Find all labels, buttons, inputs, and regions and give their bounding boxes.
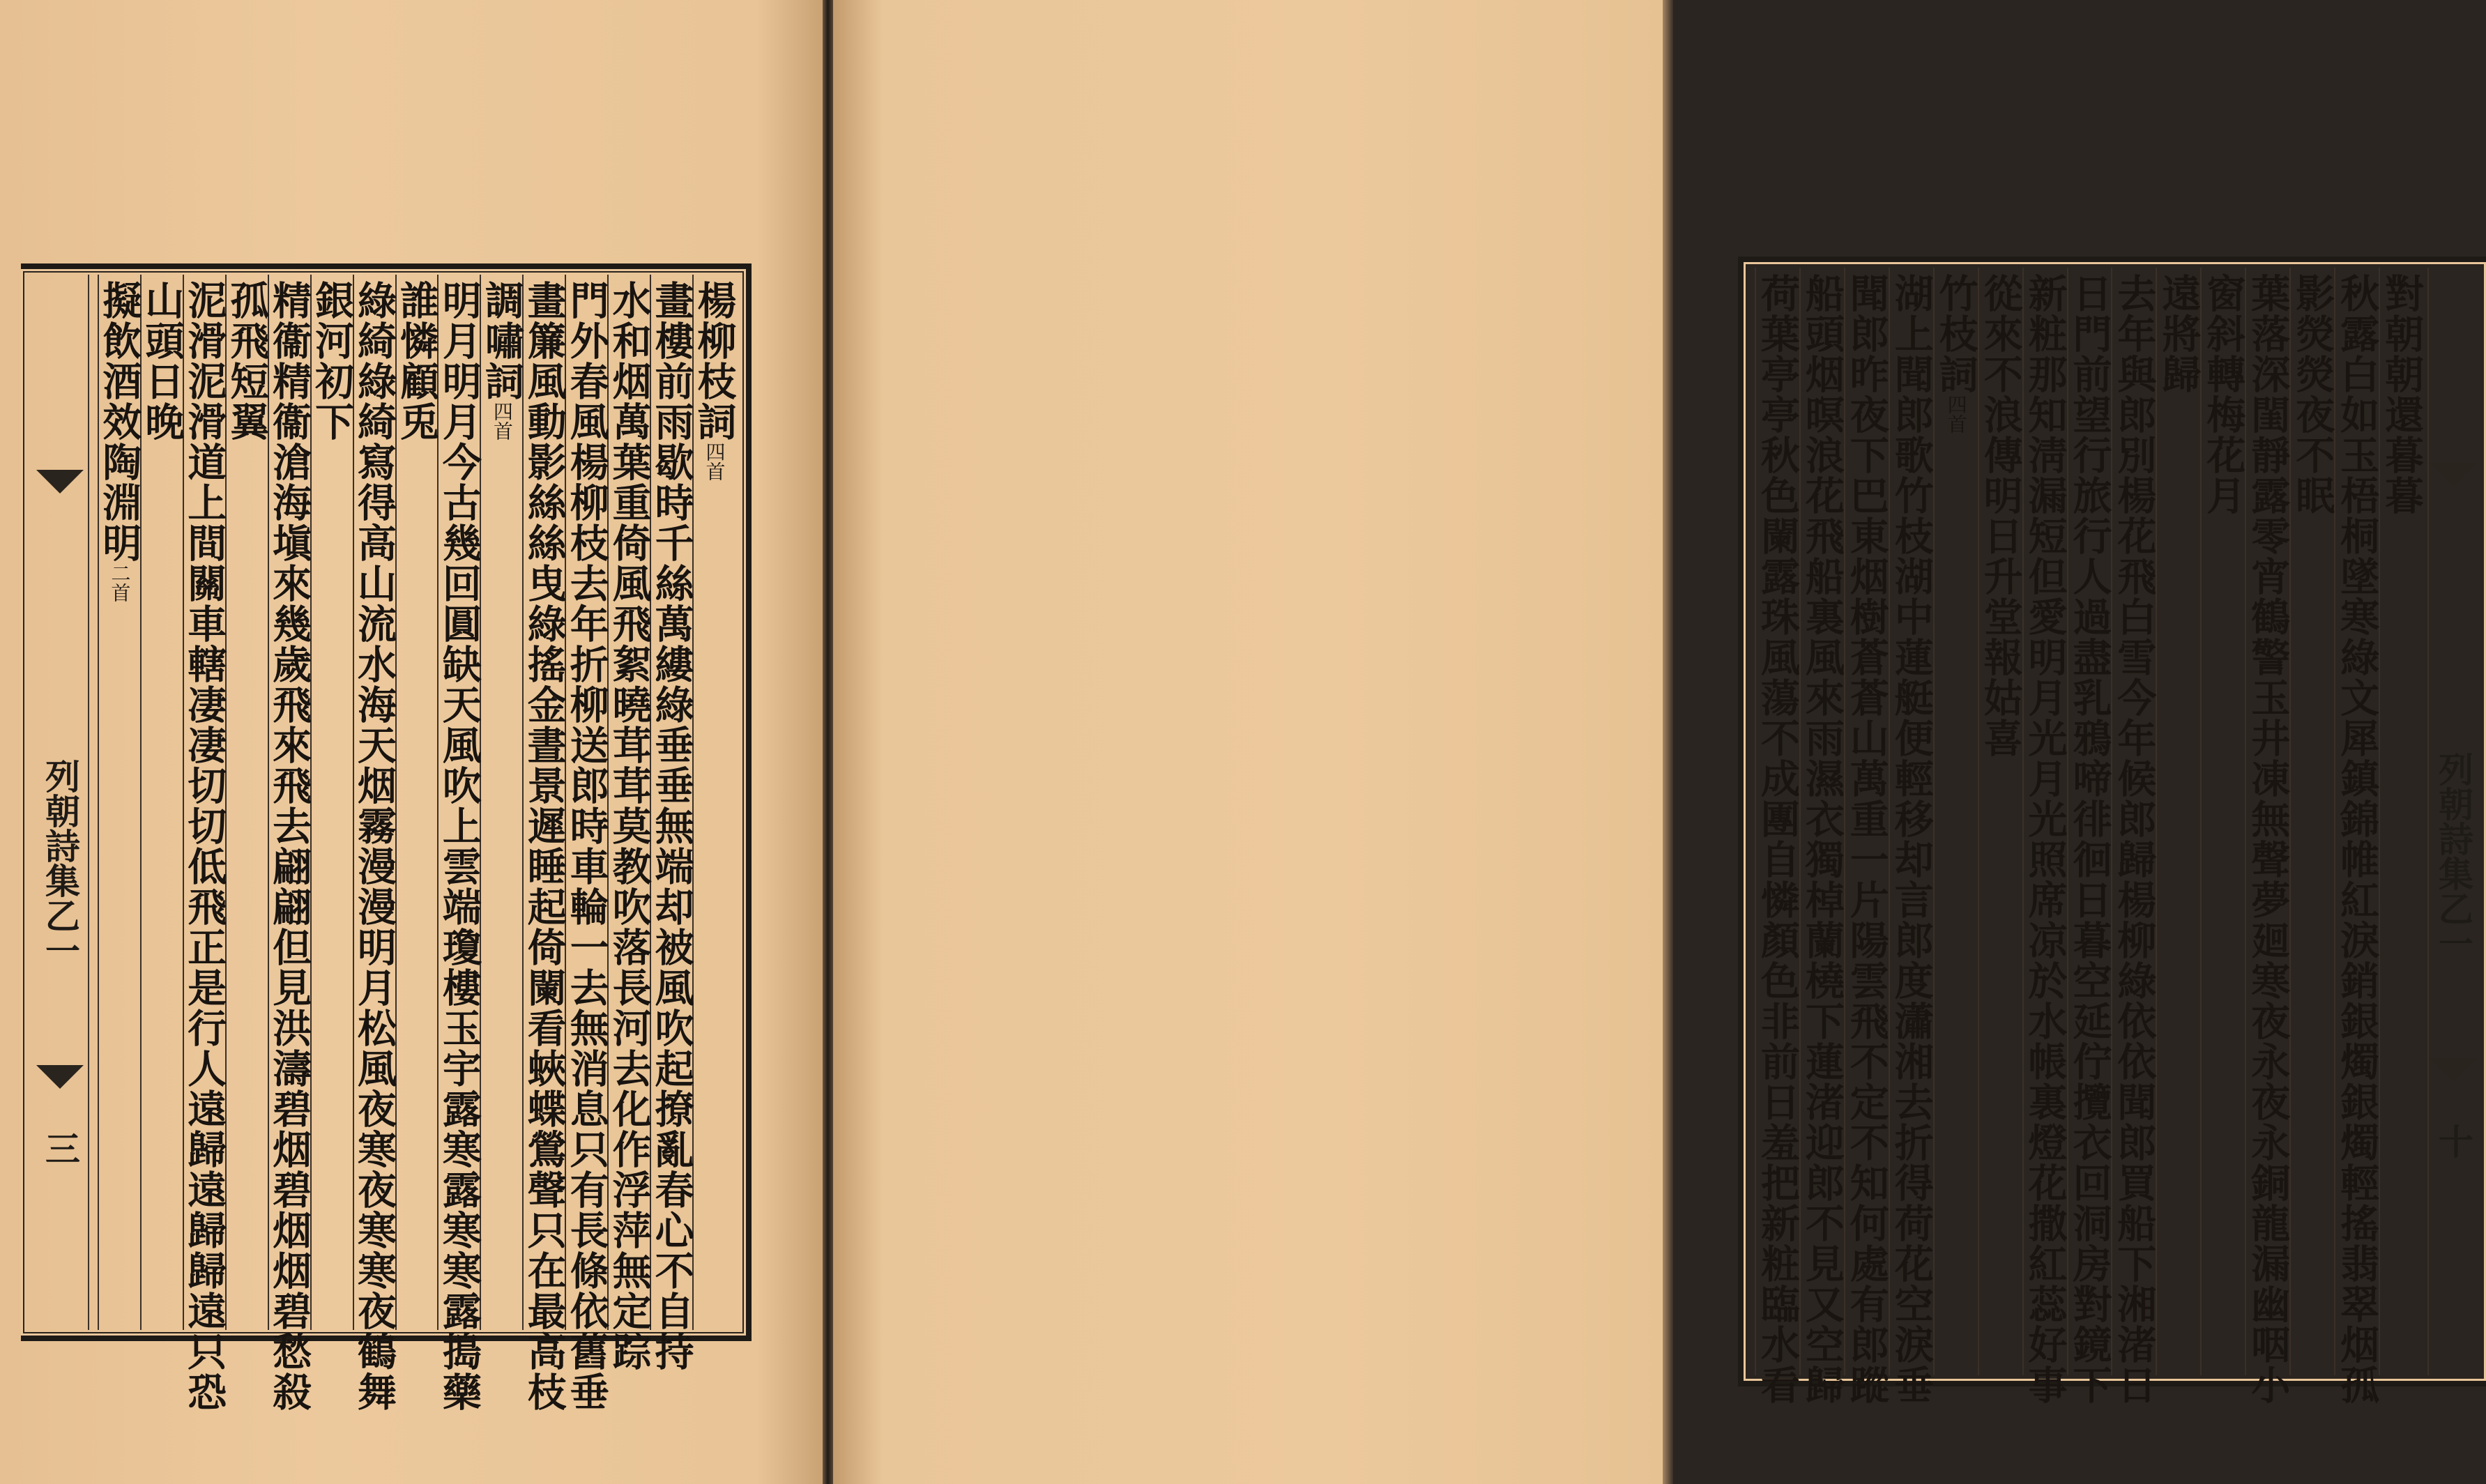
poem-line: 山頭日晚 (139, 280, 185, 442)
count-note: 四首 (703, 442, 726, 481)
collection-title: 列朝詩集乙一 (40, 758, 81, 967)
column-text (478, 280, 525, 1330)
text-column (225, 275, 268, 1330)
column-text (2022, 273, 2068, 1405)
book-gutter (823, 0, 833, 1484)
column-text (1799, 273, 1845, 1405)
text-column (2111, 268, 2158, 1405)
column-text (563, 280, 610, 1412)
poem-line: 畫簾風動影絲絲曳綠搖金晝景遲睡起倚闌看蛺蝶鶯聲只在最高枝 (521, 280, 567, 1412)
poem-line: 日門前望行旅行人過盡乳鴉啼徘徊日暮空延佇攬衣回洞房對鏡下 (2066, 273, 2113, 1405)
text-column (648, 275, 695, 1372)
text-column (436, 275, 482, 1412)
left-page-frame (21, 263, 752, 1412)
poem-line: 對朝朝還暮暮 (2379, 273, 2425, 516)
column-text (266, 280, 313, 1412)
text-column (1978, 268, 2022, 1375)
column-text (2200, 273, 2247, 1375)
left-page-center-column (32, 275, 89, 1330)
column-text (1888, 273, 1935, 1405)
column-text (521, 280, 567, 1412)
poem-line: 從來不浪傳明日升堂報姑喜 (1977, 273, 2024, 758)
left-text-columns (96, 275, 738, 1412)
text-column (96, 275, 143, 1330)
text-column (1754, 268, 1801, 1405)
text-column (2289, 268, 2334, 1375)
count-note: 二首 (108, 563, 132, 602)
poem-line: 門外春風楊柳枝去年折柳送郎時車輪一去無消息只有長條依舊垂 (563, 280, 610, 1412)
poem-line: 畫樓前雨歇時千絲萬縷綠垂垂無端却被風吹起撩亂春心不自持 (648, 280, 695, 1372)
poem-line: 遠將歸 (2156, 273, 2202, 395)
text-column (181, 275, 228, 1412)
text-column (521, 275, 567, 1412)
column-text (2156, 273, 2202, 1375)
text-column (395, 275, 438, 1330)
fishtail-mark (2430, 1058, 2477, 1082)
left-page (0, 0, 823, 1484)
collection-title: 列朝詩集乙一 (2433, 751, 2474, 961)
poem-line: 湖上聞郎歌竹枝湖中蓮艇便輕移却言郎度瀟湘去折得荷花空淚垂 (1888, 273, 1935, 1405)
column-text (2245, 273, 2291, 1405)
poem-line: 窗斜轉梅花月 (2200, 273, 2247, 516)
column-text (436, 280, 482, 1412)
column-text (1754, 273, 1801, 1405)
book-edge (1663, 0, 1673, 1484)
column-text (1932, 273, 1979, 1375)
poem-line: 去年與郎別楊花飛白雪今年候郎歸楊柳綠依依聞郎買船下湘渚日 (2111, 273, 2158, 1405)
poem-line: 明月明月今古幾回圓缺天風吹上雲端瓊樓玉宇露寒露寒寒露搗藥 (436, 280, 482, 1412)
poem-line: 精衞精衞滄海塡來幾歲飛來飛去翩翩但見洪濤碧烟碧烟烟碧愁殺 (266, 280, 313, 1412)
text-column (1799, 268, 1845, 1405)
right-text-columns (1754, 268, 2425, 1405)
poem-line: 擬飲酒效陶淵明 (96, 280, 143, 563)
poem-line: 新粧那知淸漏短但愛明月光月光照席凉於水帳裏燈花撒紅蕊好事 (2022, 273, 2068, 1405)
column-text (96, 280, 143, 1330)
right-page-center-column (2427, 268, 2478, 1375)
poem-line: 影熒熒夜不眠 (2289, 273, 2336, 516)
poem-line: 綠綺綠綺寫得高山流水海天烟霧漫漫明月松風夜寒夜寒寒夜鶴舞 (351, 280, 398, 1412)
page-number: 十 (2433, 1124, 2474, 1158)
poem-line: 水和烟萬葉重倚風飛絮曉茸茸莫教吹落長河去化作浮萍無定踪 (606, 280, 653, 1372)
text-column (140, 275, 183, 1330)
column-text (1843, 273, 1890, 1405)
column-text (181, 280, 228, 1412)
fishtail-mark (2430, 463, 2477, 487)
column-text (606, 280, 653, 1372)
fishtail-mark (36, 470, 84, 494)
column-text (351, 280, 398, 1412)
text-column (2156, 268, 2200, 1375)
text-column (691, 275, 738, 1330)
page-number: 三 (40, 1131, 81, 1165)
text-column (2379, 268, 2423, 1375)
count-note: 四首 (1944, 395, 1968, 434)
text-column (351, 275, 398, 1412)
text-column (1888, 268, 1935, 1405)
column-text (2111, 273, 2158, 1405)
poem-line: 調嘯詞 (478, 280, 525, 401)
column-text (2379, 273, 2425, 1375)
count-note: 四首 (490, 401, 514, 441)
poem-line: 聞郎昨夜下巴東烟樹蒼蒼山萬重一片陽雲飛不定不知何處有郎蹤 (1843, 273, 1890, 1405)
poem-line: 楊柳枝詞 (691, 280, 738, 442)
column-text (2289, 273, 2336, 1375)
text-column (1843, 268, 1890, 1405)
column-text (648, 280, 695, 1372)
text-column (606, 275, 653, 1372)
poem-line: 孤飛短翼 (224, 280, 270, 442)
column-text (2334, 273, 2381, 1405)
poem-line: 銀河初下 (309, 280, 356, 442)
right-page (833, 0, 2474, 1484)
text-column (2334, 268, 2381, 1405)
column-text (224, 280, 270, 1330)
column-text (139, 280, 185, 1330)
poem-line: 竹枝詞 (1932, 273, 1979, 395)
poem-line: 誰憐顧兎 (393, 280, 440, 442)
right-page-frame (1738, 257, 2486, 1405)
column-text (309, 280, 356, 1330)
text-column (563, 275, 610, 1412)
poem-line: 荷葉亭亭秋色闌露珠風蕩不成團自憐顏色非前日羞把新粧臨水看 (1754, 273, 1801, 1405)
column-text (691, 280, 738, 1330)
text-column (2066, 268, 2113, 1405)
text-column (478, 275, 525, 1330)
poem-line: 船頭烟暝浪花飛船裏風來雨濕衣獨棹蘭橈下蓮渚迎郎不見又空歸 (1799, 273, 1845, 1405)
column-text (1977, 273, 2024, 1375)
text-column (1933, 268, 1978, 1375)
text-column (2022, 268, 2068, 1405)
column-text (2066, 273, 2113, 1405)
poem-line: 秋露白如玉梧桐墜寒綠文犀鎮錦帷紅淚銷銀燭銀燭輕搖翡翠烟孤 (2334, 273, 2381, 1405)
text-column (266, 275, 313, 1412)
text-column (2245, 268, 2291, 1405)
text-column (309, 275, 356, 1330)
column-text (393, 280, 440, 1330)
poem-line: 葉落深閨靜露零宵鶴警玉井凍無聲夢廻寒夜永夜永銅龍漏幽咽小 (2245, 273, 2291, 1405)
fishtail-mark (36, 1065, 84, 1089)
text-column (2200, 268, 2245, 1375)
poem-line: 泥滑泥滑道上間關車轄凄凄切切低飛正是行人遠歸遠歸歸遠只恐 (181, 280, 228, 1412)
